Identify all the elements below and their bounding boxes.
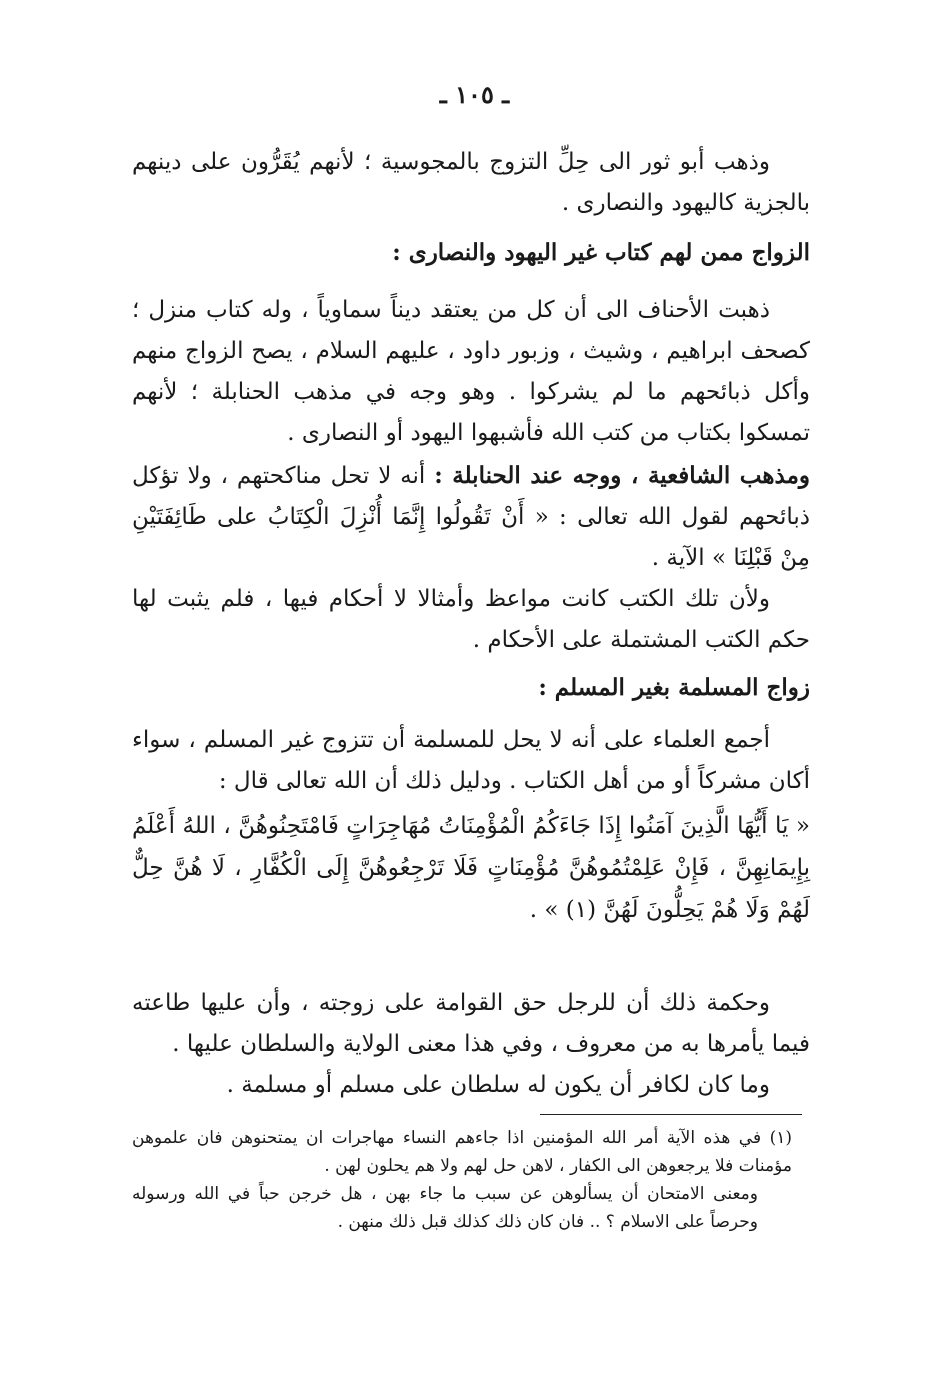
section-2-body <box>132 720 810 802</box>
paragraph-books: ولأن تلك الكتب كانت مواعظ وأمثالا لا أحكام فيها ، فلم يثبت لها حكم الكتب المشتملة على الأحكام . <box>132 586 810 653</box>
footnote-1: (١) في هذه الآية أمر الله المؤمنين اذا جاءهم النساء مهاجرات ان يمتحنوهن فان علموهن مؤمنات فلا يرجعوهن الى الكفار ، لاهن حل لهم ولا هم يحلون لهن . <box>132 1128 792 1176</box>
paragraph-ahnaf: ذهبت الأحناف الى أن كل من يعتقد ديناً سماوياً ، وله كتاب منزل ؛ كصحف ابراهيم ، وشيث ، وزبور داود ، عليهم السلام ، يصح الزواج منهم وأكل ذبائحهم ما لم يشركوا . وهو وجه في مذهب الحنابلة ؛ لأنهم تمسكوا بكتاب من كتب الله فأشبهوا اليهود أو النصارى . <box>132 297 810 446</box>
section-1-books <box>132 579 810 661</box>
paragraph-shafii <box>132 455 810 579</box>
section-2-wisdom <box>132 983 810 1065</box>
heading-muslim-woman: زواج المسلمة بغير المسلم : <box>538 674 810 701</box>
footnote-separator <box>540 1114 802 1115</box>
heading-other-scriptures: الزواج ممن لهم كتاب غير اليهود والنصارى : <box>392 239 810 266</box>
section-1-shafii <box>132 455 810 579</box>
section-2-authority <box>132 1065 810 1106</box>
main-text <box>132 142 810 224</box>
shafii-lead: ومذهب الشافعية ، ووجه عند الحنابلة : <box>434 462 810 489</box>
intro-paragraph: وذهب أبو ثور الى حِلِّ التزوج بالمجوسية ؛ لأنهم يُقَرُّون على دينهم بالجزية كاليهود والنصارى . <box>132 149 810 216</box>
section-2 <box>132 667 810 708</box>
paragraph-consensus: أجمع العلماء على أنه لا يحل للمسلمة أن تتزوج غير المسلم ، سواء أكان مشركاً أو من أهل الكتاب . ودليل ذلك أن الله تعالى قال : <box>132 727 810 794</box>
section-1 <box>132 232 810 273</box>
paragraph-wisdom: وحكمة ذلك أن للرجل حق القوامة على زوجته ، وأن عليها طاعته فيما يأمرها به من معروف ، وفي هذا معنى الولاية والسلطان عليها . <box>132 990 810 1057</box>
page-number: ـ ١٠٥ ـ <box>439 80 510 109</box>
footnotes <box>132 1124 792 1236</box>
quran-quote-block <box>132 805 810 931</box>
paragraph-authority: وما كان لكافر أن يكون له سلطان على مسلم أو مسلمة . <box>226 1072 770 1098</box>
shafii-rest: أنه لا تحل مناكحتهم ، ولا تؤكل ذبائحهم لقول الله تعالى : « أَنْ تَقُولُوا إِنَّمَا أُنْزِلَ الْكِتَابُ على طَائِفَتَيْنِ مِنْ قَبْلِنَا » الآية . <box>132 463 810 571</box>
footnote-2: ومعنى الامتحان أن يسألوهن عن سبب ما جاء بهن ، هل خرجن حباً في الله ورسوله وحرصاً على الاسلام ؟ .. فان كان ذلك كذلك قبل ذلك منهن . <box>132 1184 758 1232</box>
section-1-body <box>132 290 810 454</box>
quran-quote: « يَا أَيُّهَا الَّذِينَ آمَنُوا إِذَا جَاءَكُمُ الْمُؤْمِنَاتُ مُهَاجِرَاتٍ فَامْتَحِنُوهُنَّ ، اللهُ أَعْلَمُ بِإِيمَانِهِنَّ ، فَإِنْ عَلِمْتُمُوهُنَّ مُؤْمِنَاتٍ فَلَا تَرْجِعُوهُنَّ إِلَى الْكُفَّارِ ، لَا هُنَّ حِلٌّ لَهُمْ وَلَا هُمْ يَحِلُّونَ لَهُنَّ (١) » . <box>132 813 810 923</box>
